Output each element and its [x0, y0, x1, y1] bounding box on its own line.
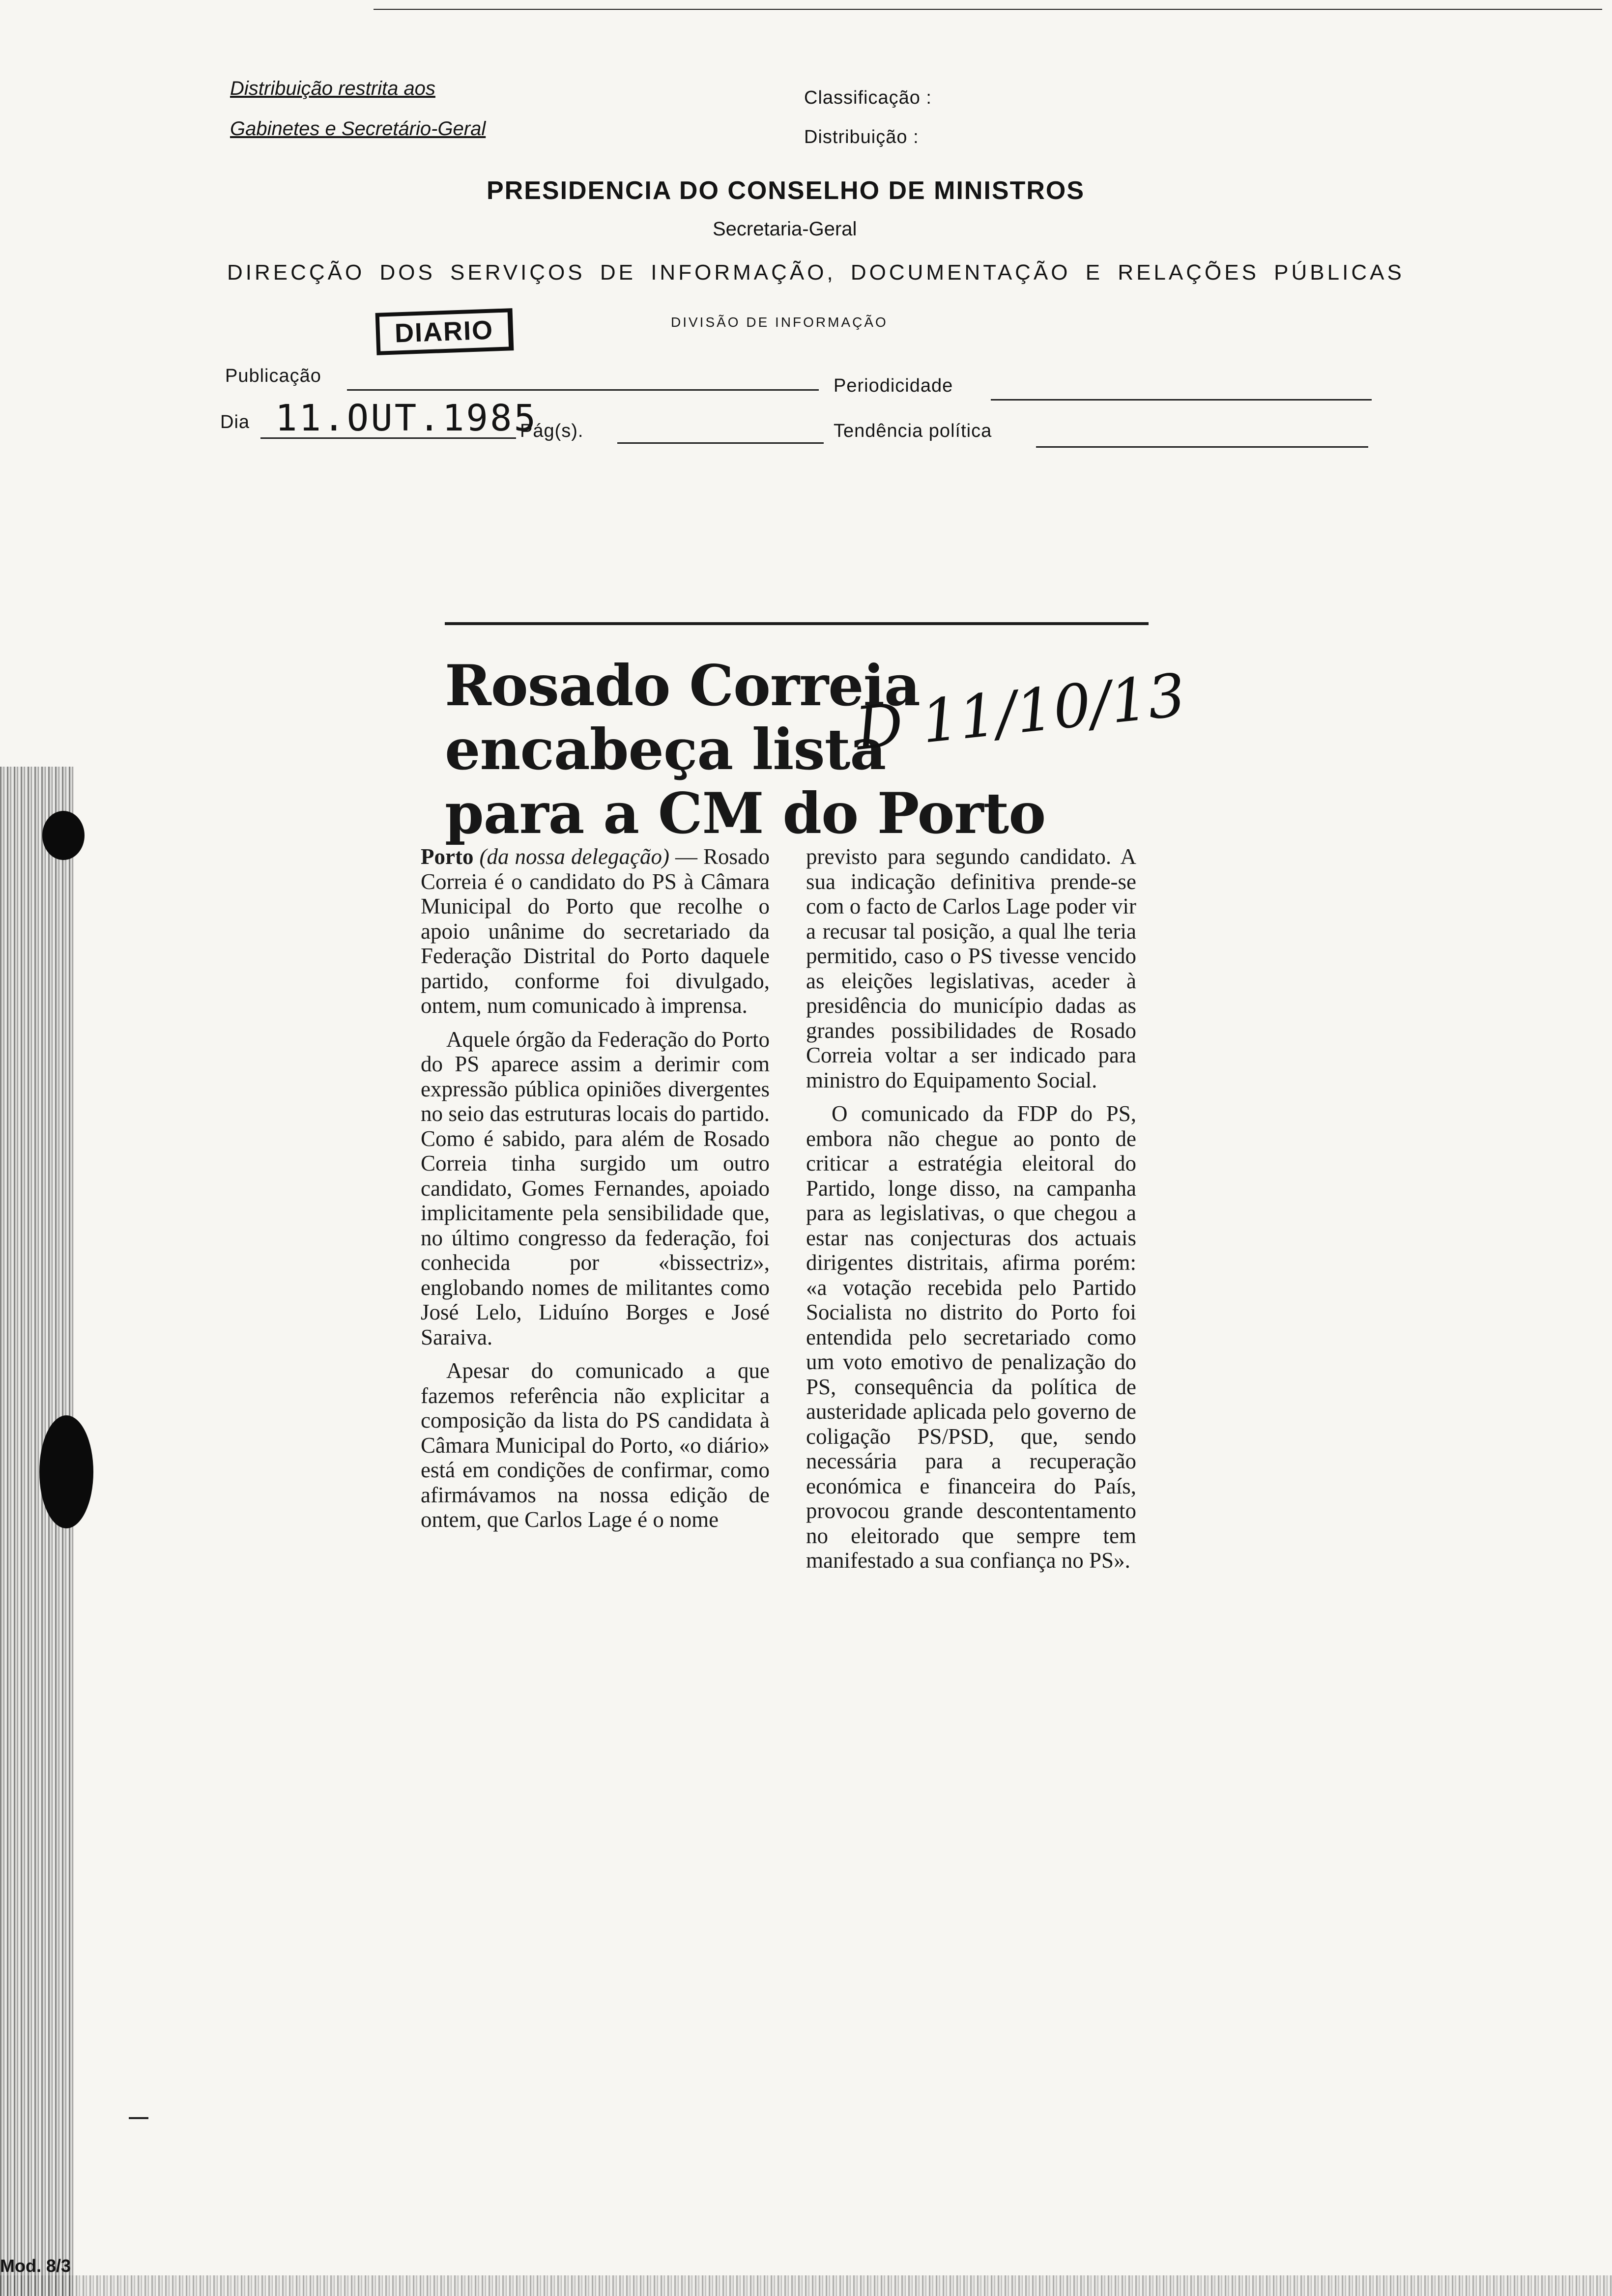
- headline-line-2: encabeça lista: [445, 717, 886, 782]
- periodicidade-field-line: [991, 399, 1372, 401]
- article-column-1: [421, 844, 770, 1532]
- distribuicao-label: Distribuição :: [804, 127, 919, 147]
- article-top-rule: [445, 622, 1149, 625]
- tendencia-label: Tendência política: [834, 421, 992, 441]
- punch-hole-mark-top: [42, 811, 85, 860]
- dateline-place: Porto: [421, 844, 474, 869]
- restricted-line-1: Distribuição restrita aos: [230, 78, 435, 99]
- article-column-2: [806, 844, 1136, 1573]
- form-code: Mod. 8/3: [0, 2256, 71, 2276]
- margin-dash-mark: [129, 2117, 148, 2119]
- periodicidade-label: Periodicidade: [834, 375, 953, 396]
- dia-label: Dia: [220, 412, 250, 432]
- top-edge-line: [374, 9, 1602, 10]
- pags-label: Pág(s).: [520, 421, 584, 441]
- column-1-paragraph-2: Aquele órgão da Federação do Porto do PS aparece assim a derimir com expressão pública opiniões divergentes no seio das estruturas locais do partido. Como é sabido, para além de Rosado Correia tinha surgido um outro candidato, Gomes Fernandes, apoiado implicitamente pela sensibilidade que, no último congresso da federação, foi conhecida por «bissectriz», englobando nomes de militantes como José Lelo, Liduíno Borges e José Saraiva.: [421, 1027, 770, 1349]
- column-2-paragraph-1: previsto para segundo candidato. A sua indicação definitiva prende-se com o facto de Carlos Lage poder vir a recusar tal posição, a qual lhe teria permitido, caso o PS tivesse vencido as eleições legislativas, aceder à presidência do município dadas as grandes possibilidades de Rosado Correia voltar a ser indicado para ministro do Equipamento Social.: [806, 844, 1136, 1092]
- page-subtitle: Secretaria-Geral: [713, 218, 857, 240]
- classificacao-label: Classificação :: [804, 87, 932, 108]
- publicacao-field-line: [347, 389, 819, 391]
- left-edge-scan-band: [0, 767, 74, 2296]
- headline-line-1: Rosado Correia: [445, 653, 920, 718]
- column-2-paragraph-2: O comunicado da FDP do PS, embora não chegue ao ponto de criticar a estratégia eleitoral do Partido, longe disso, na campanha para as legislativas, o que chegou a estar nas conjecturas dos actuais dirigentes distritais, afirma porém: «a votação recebida pelo Partido Socialista no distrito do Porto foi entendida pelo secretariado como um voto emotivo de penalização do PS, consequência da política de austeridade aplicada pelo governo de coligação PS/PSD, que, sendo necessária para a recuperação económica e financeira do País, provocou grande descontentamento no eleitorado que sempre tem manifestado a sua confiança no PS».: [806, 1101, 1136, 1573]
- publicacao-label: Publicação: [225, 366, 321, 386]
- column-1-paragraph-3: Apesar do comunicado a que fazemos referência não explicitar a composição da lista do PS candidata à Câmara Municipal do Porto, «o diário» está em condições de confirmar, como afirmávamos na nossa edição de ontem, que Carlos Lage é o nome: [421, 1358, 770, 1532]
- tendencia-field-line: [1036, 446, 1368, 448]
- column-1-text-1: — Rosado Correia é o candidato do PS à Câmara Municipal do Porto que recolhe o apoio unânime do secretariado da Federação Distrital do Porto daquele partido, conforme foi divulgado, ontem, num comunicado à imprensa.: [421, 844, 770, 1018]
- dateline-credit: (da nossa delegação): [479, 844, 669, 869]
- bottom-edge-scan-band: [0, 2275, 1612, 2296]
- handwritten-note: D 11/10/13: [852, 661, 1189, 764]
- column-1-paragraph-1: [421, 844, 770, 1018]
- direccao-line: DIRECÇÃO DOS SERVIÇOS DE INFORMAÇÃO, DOCUMENTAÇÃO E RELAÇÕES PÚBLICAS: [227, 260, 1405, 285]
- headline-line-3: para a CM do Porto: [445, 780, 1046, 846]
- divisao-line: DIVISÃO DE INFORMAÇÃO: [671, 315, 888, 330]
- punch-hole-mark-bottom: [39, 1415, 93, 1528]
- dia-field-line: [260, 437, 516, 439]
- page-title: PRESIDENCIA DO CONSELHO DE MINISTROS: [487, 176, 1085, 205]
- restricted-line-2: Gabinetes e Secretário-Geral: [230, 118, 486, 140]
- publication-stamp: DIARIO: [375, 308, 514, 355]
- pags-field-line: [617, 442, 824, 444]
- date-stamp: 11.OUT.1985: [275, 397, 538, 439]
